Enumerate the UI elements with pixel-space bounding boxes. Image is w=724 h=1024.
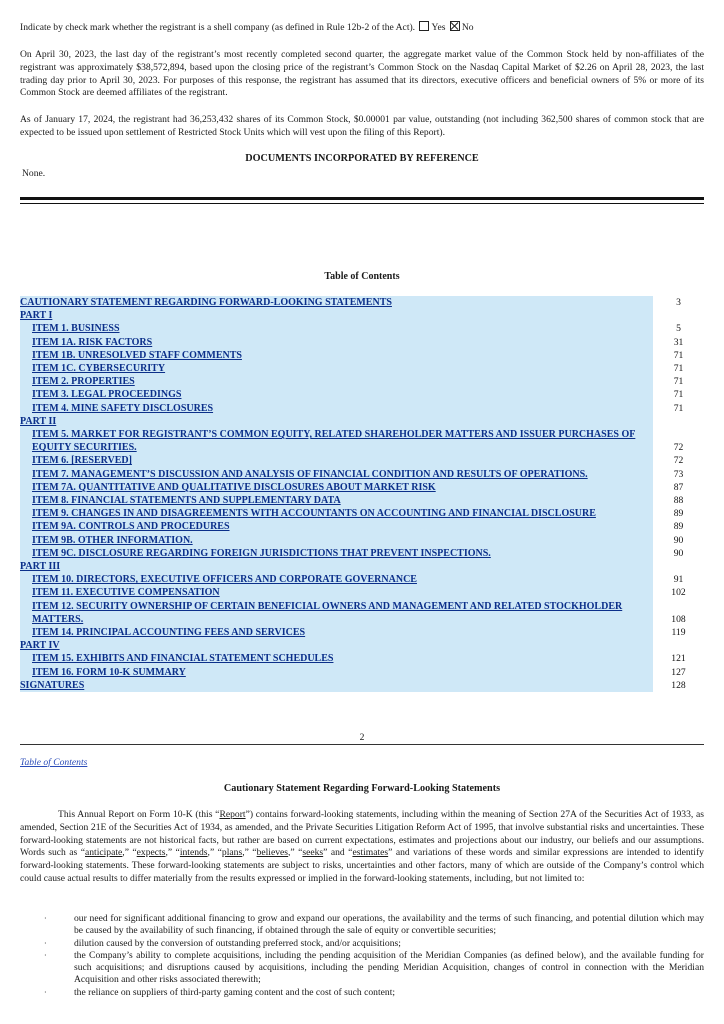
toc-entry-link[interactable]: PART IV bbox=[20, 639, 653, 652]
toc-page-number: 5 bbox=[676, 323, 681, 335]
list-item bbox=[20, 950, 704, 987]
bullet-icon: · bbox=[44, 950, 47, 960]
toc-table bbox=[20, 296, 704, 692]
toc-row bbox=[20, 468, 704, 481]
toc-row bbox=[20, 415, 704, 428]
toc-entry-link[interactable]: ITEM 15. EXHIBITS AND FINANCIAL STATEMENT SCHEDULES bbox=[20, 652, 653, 665]
toc-entry-link[interactable]: ITEM 1B. UNRESOLVED STAFF COMMENTS bbox=[20, 349, 653, 362]
toc-entry-link[interactable]: ITEM 11. EXECUTIVE COMPENSATION bbox=[20, 586, 653, 599]
checkbox-unchecked-icon bbox=[419, 21, 429, 31]
toc-row bbox=[20, 388, 704, 401]
list-item bbox=[20, 913, 704, 938]
toc-page-number: 71 bbox=[673, 389, 684, 401]
bullet-text: the Company’s ability to complete acquisitions, including the pending acquisition of the Meridian Companies (as defined below), and the available funding for such acquisitions; and disruptions caused by acquisitions, including the pending Meridian Acquisition, changes of control in connection with the Meridian Acquisition and other risks associated therewith; bbox=[74, 949, 704, 986]
toc-entry-link[interactable]: ITEM 3. LEGAL PROCEEDINGS bbox=[20, 388, 653, 401]
toc-entry-link[interactable]: SIGNATURES bbox=[20, 679, 653, 692]
toc-row bbox=[20, 336, 704, 349]
toc-entry-link[interactable]: ITEM 2. PROPERTIES bbox=[20, 375, 653, 388]
toc-entry-link[interactable]: ITEM 1. BUSINESS bbox=[20, 322, 653, 335]
toc-row bbox=[20, 586, 704, 599]
toc-entry-link[interactable]: ITEM 10. DIRECTORS, EXECUTIVE OFFICERS AND CORPORATE GOVERNANCE bbox=[20, 573, 653, 586]
shares-outstanding-paragraph: As of January 17, 2024, the registrant had 36,253,432 shares of its Common Stock, $0.00001 par value, outstanding (not including 362,500 shares of common stock that are expected to be issued upon settlement of Restricted Stock Units which will vest upon the filing of this Report). bbox=[20, 114, 704, 138]
toc-row bbox=[20, 349, 704, 362]
section-divider-thin bbox=[20, 203, 704, 204]
toc-entry-link[interactable]: ITEM 5. MARKET FOR REGISTRANT’S COMMON EQUITY, RELATED SHAREHOLDER MATTERS AND ISSUER PURCHASES OF EQUITY SECURITIES. bbox=[20, 428, 653, 454]
bullet-icon: · bbox=[44, 987, 47, 997]
toc-entry-link[interactable]: ITEM 16. FORM 10-K SUMMARY bbox=[20, 666, 653, 679]
toc-row bbox=[20, 652, 704, 665]
toc-row bbox=[20, 534, 704, 547]
toc-entry-link[interactable]: ITEM 6. [RESERVED] bbox=[20, 454, 653, 467]
bullet-icon: · bbox=[44, 914, 47, 923]
toc-row bbox=[20, 402, 704, 415]
toc-row bbox=[20, 679, 704, 692]
toc-entry-link[interactable]: PART III bbox=[20, 560, 653, 573]
page-number: 2 bbox=[359, 732, 365, 743]
toc-row bbox=[20, 573, 704, 586]
cautionary-heading: Cautionary Statement Regarding Forward-Looking Statements bbox=[223, 783, 501, 794]
toc-page-number: 91 bbox=[673, 574, 684, 586]
toc-row bbox=[20, 639, 704, 652]
bullet-text: the reliance on suppliers of third-party gaming content and the cost of such content; bbox=[74, 986, 396, 998]
shell-company-question: Indicate by check mark whether the registrant is a shell company (as defined in Rule 12b-2 of the Act). Yes No bbox=[20, 22, 474, 33]
toc-page-number: 88 bbox=[673, 495, 684, 507]
toc-entry-link[interactable]: ITEM 1C. CYBERSECURITY bbox=[20, 362, 653, 375]
toc-title: Table of Contents bbox=[324, 271, 400, 282]
bullet-text: our need for significant additional financing to grow and expand our operations, the availability and the terms of such financing, and potential dilution which may be caused by the availability of such financing, if obtained through the sale of equity or convertible securities; bbox=[74, 913, 704, 937]
toc-page-number: 121 bbox=[671, 653, 686, 665]
toc-page-number: 127 bbox=[671, 666, 686, 678]
toc-page-number: 71 bbox=[673, 376, 684, 388]
toc-row bbox=[20, 666, 704, 679]
toc-page-number: 31 bbox=[673, 336, 684, 348]
toc-page-number: 119 bbox=[671, 627, 686, 639]
toc-page-number: 71 bbox=[673, 349, 684, 361]
section-divider-thick bbox=[20, 197, 704, 200]
toc-entry-link[interactable]: ITEM 9. CHANGES IN AND DISAGREEMENTS WITH ACCOUNTANTS ON ACCOUNTING AND FINANCIAL DISCLOSURE bbox=[20, 507, 653, 520]
risk-bullet-list bbox=[20, 913, 704, 999]
toc-row bbox=[20, 375, 704, 388]
page-break-rule bbox=[20, 744, 704, 745]
toc-page-number: 71 bbox=[673, 402, 684, 414]
toc-entry-link[interactable]: ITEM 7A. QUANTITATIVE AND QUALITATIVE DISCLOSURES ABOUT MARKET RISK bbox=[20, 481, 653, 494]
toc-row bbox=[20, 322, 704, 335]
toc-entry-link[interactable]: ITEM 1A. RISK FACTORS bbox=[20, 336, 653, 349]
toc-page-number: 90 bbox=[673, 547, 684, 559]
cautionary-intro-paragraph: This Annual Report on Form 10-K (this “Report”) contains forward-looking statements, including within the meaning of Section 27A of the Securities Act of 1933, as amended, Section 21E of the Securities Act of 1934, as amended, and the Private Securities Litigation Reform Act of 1995, that involve substantial risks and uncertainties. These forward-looking statements are not historical facts, but rather are based on current expectations, estimates and projections about our industry, our beliefs and our assumptions. Words such as “anticipate,” “expects,” “intends,” “plans,” “believes,” “seeks” and “estimates” and variations of these words and similar expressions are intended to identify forward-looking statements. These forward-looking statements are subject to risks, uncertainties and other factors, many of which are outside of the Company’s control which could cause actual results to differ materially from the results expressed or implied in the forward-looking statements, including, but not limited to: bbox=[20, 809, 704, 884]
toc-entry-link[interactable]: PART II bbox=[20, 415, 653, 428]
toc-entry-link[interactable]: ITEM 4. MINE SAFETY DISCLOSURES bbox=[20, 402, 653, 415]
toc-entry-link[interactable]: ITEM 9A. CONTROLS AND PROCEDURES bbox=[20, 520, 653, 533]
toc-row bbox=[20, 428, 704, 454]
toc-row bbox=[20, 454, 704, 467]
toc-row bbox=[20, 626, 704, 639]
list-item bbox=[20, 987, 704, 999]
toc-row bbox=[20, 481, 704, 494]
toc-row bbox=[20, 520, 704, 533]
toc-page-number: 72 bbox=[673, 442, 684, 454]
checkbox-checked-icon bbox=[450, 21, 460, 31]
toc-page-number: 102 bbox=[671, 587, 686, 599]
toc-page-number: 89 bbox=[673, 508, 684, 520]
list-item bbox=[20, 938, 704, 950]
toc-entry-link[interactable]: ITEM 9B. OTHER INFORMATION. bbox=[20, 534, 653, 547]
toc-row bbox=[20, 507, 704, 520]
toc-page-number: 89 bbox=[673, 521, 684, 533]
toc-page-number: 108 bbox=[671, 613, 686, 625]
toc-page-number: 71 bbox=[673, 363, 684, 375]
bullet-icon: · bbox=[44, 938, 47, 948]
documents-incorporated-heading: DOCUMENTS INCORPORATED BY REFERENCE bbox=[245, 153, 479, 164]
toc-row bbox=[20, 547, 704, 560]
table-of-contents-link[interactable]: Table of Contents bbox=[20, 757, 88, 768]
toc-page-number: 72 bbox=[673, 455, 684, 467]
toc-entry-link[interactable]: ITEM 12. SECURITY OWNERSHIP OF CERTAIN BENEFICIAL OWNERS AND MANAGEMENT AND RELATED STOCKHOLDER MATTERS. bbox=[20, 600, 653, 626]
bullet-text: dilution caused by the conversion of outstanding preferred stock, and/or acquisitions; bbox=[74, 937, 401, 949]
market-value-paragraph: On April 30, 2023, the last day of the registrant’s most recently completed second quarter, the aggregate market value of the Common Stock held by non-affiliates of the registrant was approximately $38,572,894, based upon the closing price of the registrant’s Common Stock on the Nasdaq Capital Market of $2.26 on April 28, 2023, the last trading day prior to April 30, 2023. For purposes of this response, the registrant has assumed that its directors, executive officers and beneficial owners of 5% or more of its Common Stock are deemed affiliates of the registrant. bbox=[20, 49, 704, 99]
toc-entry-link[interactable]: ITEM 8. FINANCIAL STATEMENTS AND SUPPLEMENTARY DATA bbox=[20, 494, 653, 507]
toc-row bbox=[20, 309, 704, 322]
toc-entry-link[interactable]: CAUTIONARY STATEMENT REGARDING FORWARD-LOOKING STATEMENTS bbox=[20, 296, 653, 309]
toc-row bbox=[20, 494, 704, 507]
toc-entry-link[interactable]: ITEM 7. MANAGEMENT’S DISCUSSION AND ANALYSIS OF FINANCIAL CONDITION AND RESULTS OF OPERATIONS. bbox=[20, 468, 653, 481]
toc-entry-link[interactable]: ITEM 9C. DISCLOSURE REGARDING FOREIGN JURISDICTIONS THAT PREVENT INSPECTIONS. bbox=[20, 547, 653, 560]
toc-row bbox=[20, 362, 704, 375]
toc-page-number: 87 bbox=[673, 481, 684, 493]
toc-row bbox=[20, 296, 704, 309]
toc-entry-link[interactable]: ITEM 14. PRINCIPAL ACCOUNTING FEES AND SERVICES bbox=[20, 626, 653, 639]
toc-page-number: 73 bbox=[673, 468, 684, 480]
toc-entry-link[interactable]: PART I bbox=[20, 309, 653, 322]
toc-page-number: 90 bbox=[673, 534, 684, 546]
toc-row bbox=[20, 600, 704, 626]
toc-page-number: 3 bbox=[676, 297, 681, 308]
toc-page-number: 128 bbox=[671, 679, 686, 691]
documents-incorporated-none: None. bbox=[22, 168, 46, 179]
toc-row bbox=[20, 560, 704, 573]
